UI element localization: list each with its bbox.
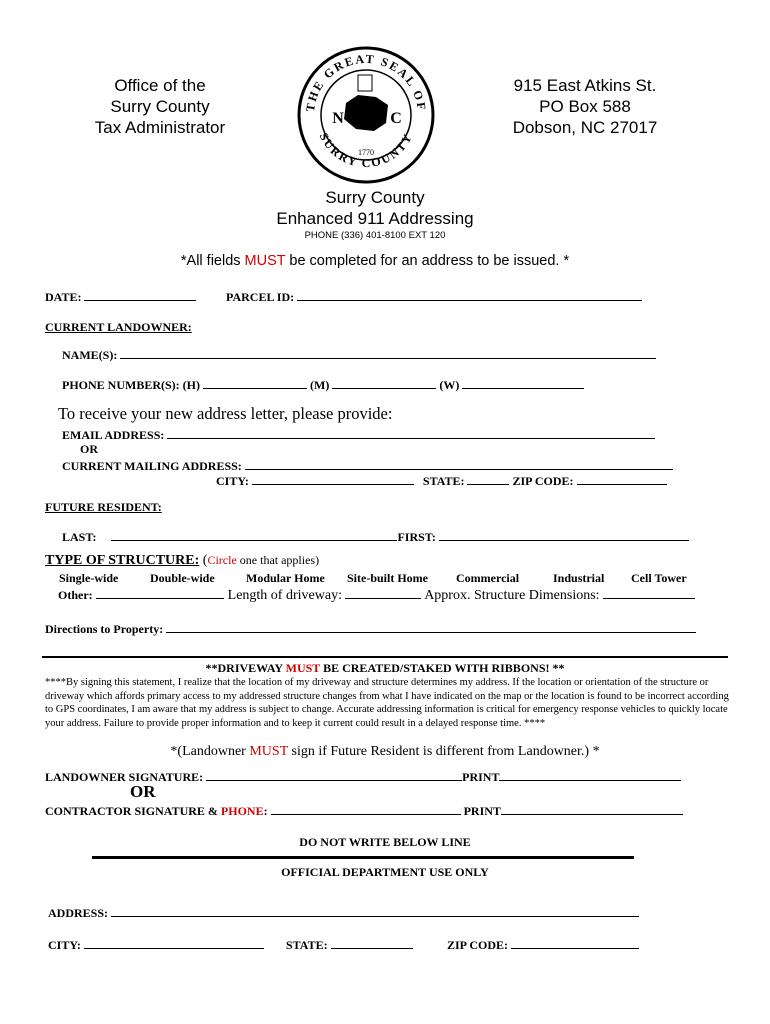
zip-label: ZIP CODE:	[512, 474, 574, 488]
date-field[interactable]	[84, 288, 196, 301]
city-field[interactable]	[252, 472, 414, 485]
other-label: Other:	[58, 588, 93, 602]
notice-pre: *All fields	[180, 253, 245, 269]
address-line: Dobson, NC 27017	[512, 118, 658, 137]
phone-row	[62, 376, 584, 393]
structure-type-commercial[interactable]: Commercial	[456, 571, 520, 585]
phone-work-field[interactable]	[462, 376, 584, 389]
office-state-field[interactable]	[331, 936, 413, 949]
seal-icon	[296, 45, 436, 185]
office-zip-field[interactable]	[511, 936, 639, 949]
required-notice	[0, 253, 750, 269]
office-line: Surry County	[110, 97, 210, 116]
future-resident-heading: FUTURE RESIDENT:	[45, 500, 162, 514]
parcel-label: PARCEL ID:	[226, 290, 295, 304]
office-line: Tax Administrator	[94, 118, 226, 137]
phone-h-label: PHONE NUMBER(S): (H)	[62, 378, 200, 392]
email-label: EMAIL ADDRESS:	[62, 428, 165, 442]
landowner-print-field[interactable]	[499, 768, 681, 781]
official-use-label: OFFICIAL DEPARTMENT USE ONLY	[281, 865, 489, 879]
structure-circle: Circle	[207, 553, 237, 567]
seal-top-text: THE GREAT SEAL OF	[302, 51, 430, 113]
driveway-post: BE CREATED/STAKED WITH RIBBONS! **	[320, 661, 565, 675]
seal-bottom-text: SURRY COUNTY	[316, 130, 416, 171]
office-state-label: STATE:	[286, 938, 328, 952]
other-field[interactable]	[96, 586, 224, 599]
office-zip-label: ZIP CODE:	[447, 938, 509, 952]
driveway-length-field[interactable]	[345, 586, 421, 599]
landowner-print-label: PRINT	[462, 770, 500, 784]
office-address-label: ADDRESS:	[48, 906, 109, 920]
names-field[interactable]	[120, 346, 656, 359]
structure-type-single[interactable]: Single-wide	[59, 571, 119, 585]
office-line: Office of the	[114, 76, 206, 95]
email-field[interactable]	[167, 426, 655, 439]
or-label: OR	[80, 442, 98, 456]
divider	[42, 656, 728, 658]
form-title	[0, 187, 750, 229]
names-label: NAME(S):	[62, 348, 118, 362]
parcel-row	[226, 288, 642, 305]
landowner-note-pre: *(Landowner	[170, 744, 250, 759]
structure-type-modular[interactable]: Modular Home	[246, 571, 325, 585]
office-city-field[interactable]	[84, 936, 264, 949]
seal-letter-n: N	[332, 110, 344, 127]
dimensions-field[interactable]	[603, 586, 695, 599]
phone-m-label: (M)	[310, 378, 330, 392]
date-label: DATE:	[45, 290, 82, 304]
last-label: LAST:	[62, 530, 97, 544]
seal-year: 1770	[358, 148, 374, 157]
first-label: FIRST:	[397, 530, 436, 544]
state-label: STATE:	[422, 474, 465, 488]
receive-heading: To receive your new address letter, please provide:	[58, 404, 393, 423]
directions-field[interactable]	[166, 620, 696, 633]
driveway-must: MUST	[285, 661, 321, 675]
phone-mobile-field[interactable]	[332, 376, 436, 389]
phone-w-label: (W)	[439, 378, 460, 392]
county-seal	[296, 45, 436, 185]
contractor-label: CONTRACTOR SIGNATURE &	[45, 804, 221, 818]
structure-type-industrial[interactable]: Industrial	[553, 571, 605, 585]
landowner-note	[0, 744, 770, 760]
office-zip-row	[447, 936, 639, 953]
structure-type-site-built[interactable]: Site-built Home	[347, 571, 428, 585]
landowner-signature-label: LANDOWNER SIGNATURE:	[45, 770, 204, 784]
state-field[interactable]	[467, 472, 509, 485]
contractor-colon: :	[263, 804, 268, 818]
do-not-write-label: DO NOT WRITE BELOW LINE	[299, 835, 471, 849]
directions-label: Directions to Property:	[45, 622, 164, 636]
structure-paren: (	[199, 553, 208, 568]
other-row	[58, 586, 695, 604]
address-block	[470, 75, 700, 138]
city-label: CITY:	[216, 474, 249, 488]
contractor-print-label: PRINT	[463, 804, 501, 818]
statement-text: ****By signing this statement, I realize that the location of my driveway and structure determines my address. If the location or orientation of the structure or driveway which affords primary access to my addressed structure changes from what I have indicated on the map or the location is found to be incorrect according to GPS coordinates, I am aware that my address is subject to change. Accurate addressing information is critical for emergency response vehicles to quickly locate your address. Failure to provide proper information and to keep it current could result in a delayed response time. ****	[45, 677, 729, 729]
driveway-pre: **DRIVEWAY	[205, 661, 286, 675]
address-line: 915 East Atkins St.	[513, 76, 657, 95]
driveway-label: Length of driveway:	[227, 588, 342, 603]
driveway-notice	[0, 661, 770, 676]
names-row	[62, 346, 656, 363]
seal-letter-c: C	[390, 110, 402, 127]
parcel-id-field[interactable]	[297, 288, 642, 301]
phone-home-field[interactable]	[203, 376, 307, 389]
landowner-note-must: MUST	[249, 744, 288, 759]
mailing-label: CURRENT MAILING ADDRESS:	[62, 459, 242, 473]
zip-field[interactable]	[577, 472, 667, 485]
contractor-signature-row	[45, 802, 683, 819]
date-row	[45, 288, 196, 305]
notice-post: be completed for an address to be issued. *	[285, 253, 570, 269]
landowner-signature-field[interactable]	[206, 768, 462, 781]
notice-must: MUST	[244, 253, 286, 269]
title-line-1: Surry County	[325, 188, 425, 207]
office-city-row	[48, 936, 264, 953]
structure-instructions: one that applies)	[236, 553, 320, 567]
address-line: PO Box 588	[539, 97, 631, 116]
first-name-field[interactable]	[439, 528, 689, 541]
title-line-2: Enhanced 911 Addressing	[276, 209, 474, 228]
structure-heading: TYPE OF STRUCTURE:	[45, 553, 200, 568]
office-address-row	[48, 904, 639, 921]
contractor-phone-label: PHONE	[220, 804, 264, 818]
signature-or: OR	[130, 782, 156, 801]
office-address-field[interactable]	[111, 904, 639, 917]
future-name-row	[62, 528, 689, 545]
current-landowner-heading: CURRENT LANDOWNER:	[45, 320, 192, 334]
mailing-address-field[interactable]	[245, 457, 673, 470]
last-name-field[interactable]	[111, 528, 397, 541]
office-state-row	[286, 936, 413, 953]
office-block	[60, 75, 260, 138]
city-state-zip-row	[216, 472, 667, 489]
office-divider	[92, 856, 634, 859]
directions-row	[45, 620, 696, 637]
landowner-note-post: sign if Future Resident is different from Landowner.) *	[288, 744, 600, 759]
dimensions-label: Approx. Structure Dimensions:	[424, 588, 600, 603]
structure-type-cell-tower[interactable]: Cell Tower	[631, 571, 687, 585]
structure-type-double[interactable]: Double-wide	[150, 571, 215, 585]
office-city-label: CITY:	[48, 938, 81, 952]
contractor-print-field[interactable]	[501, 802, 683, 815]
email-row	[62, 426, 655, 443]
phone-line: PHONE (336) 401-8100 EXT 120	[304, 230, 446, 241]
structure-heading-row	[45, 553, 319, 569]
contractor-signature-field[interactable]	[271, 802, 461, 815]
